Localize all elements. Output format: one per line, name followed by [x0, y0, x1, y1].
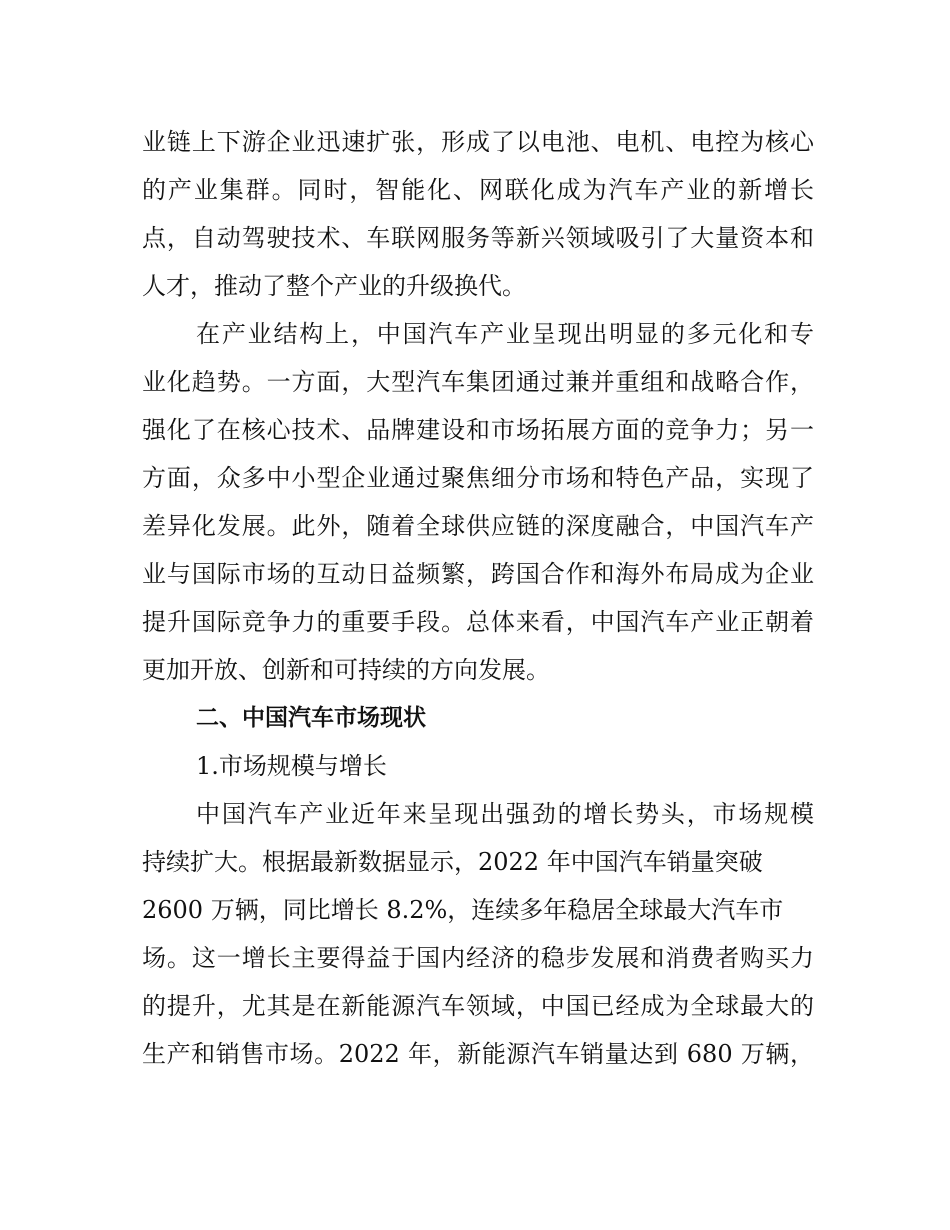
text-line: 业链上下游企业迅速扩张，形成了以电池、电机、电控为核心: [142, 128, 814, 156]
text-line: 差异化发展。此外，随着全球供应链的深度融合，中国汽车产: [142, 512, 814, 540]
text-line: 场。这一增长主要得益于国内经济的稳步发展和消费者购买力: [142, 944, 814, 972]
text-line: 方面，众多中小型企业通过聚焦细分市场和特色产品，实现了: [142, 464, 814, 492]
text-line: 业与国际市场的互动日益频繁，跨国合作和海外布局成为企业: [142, 560, 814, 588]
paragraph-industry-chain: [142, 118, 814, 310]
text-line: 中国汽车产业近年来呈现出强劲的增长势头，市场规模: [196, 800, 814, 828]
document-body: [142, 118, 814, 1078]
text-line: 持续扩大。根据最新数据显示，2022 年中国汽车销量突破: [142, 848, 763, 876]
text-line: 强化了在核心技术、品牌建设和市场拓展方面的竞争力；另一: [142, 416, 814, 444]
text-line: 的产业集群。同时，智能化、网联化成为汽车产业的新增长: [142, 176, 814, 204]
paragraph-market-size: [142, 790, 814, 1078]
text-line: 生产和销售市场。2022 年，新能源汽车销量达到 680 万辆，: [142, 1040, 814, 1068]
section-heading: 二、中国汽车市场现状: [196, 705, 426, 731]
text-line: 更加开放、创新和可持续的方向发展。: [142, 656, 550, 684]
subsection-heading: 1.市场规模与增长: [196, 752, 387, 780]
text-line: 人才，推动了整个产业的升级换代。: [142, 272, 526, 300]
text-line: 业化趋势。一方面，大型汽车集团通过兼并重组和战略合作，: [142, 368, 814, 396]
paragraph-industry-structure: [142, 310, 814, 694]
text-line: 2600 万辆，同比增长 8.2%，连续多年稳居全球最大汽车市: [142, 896, 784, 924]
text-line: 在产业结构上，中国汽车产业呈现出明显的多元化和专: [196, 320, 814, 348]
text-line: 的提升，尤其是在新能源汽车领域，中国已经成为全球最大的: [142, 992, 814, 1020]
text-line: 点，自动驾驶技术、车联网服务等新兴领域吸引了大量资本和: [142, 224, 814, 252]
text-line: 提升国际竞争力的重要手段。总体来看，中国汽车产业正朝着: [142, 608, 814, 636]
